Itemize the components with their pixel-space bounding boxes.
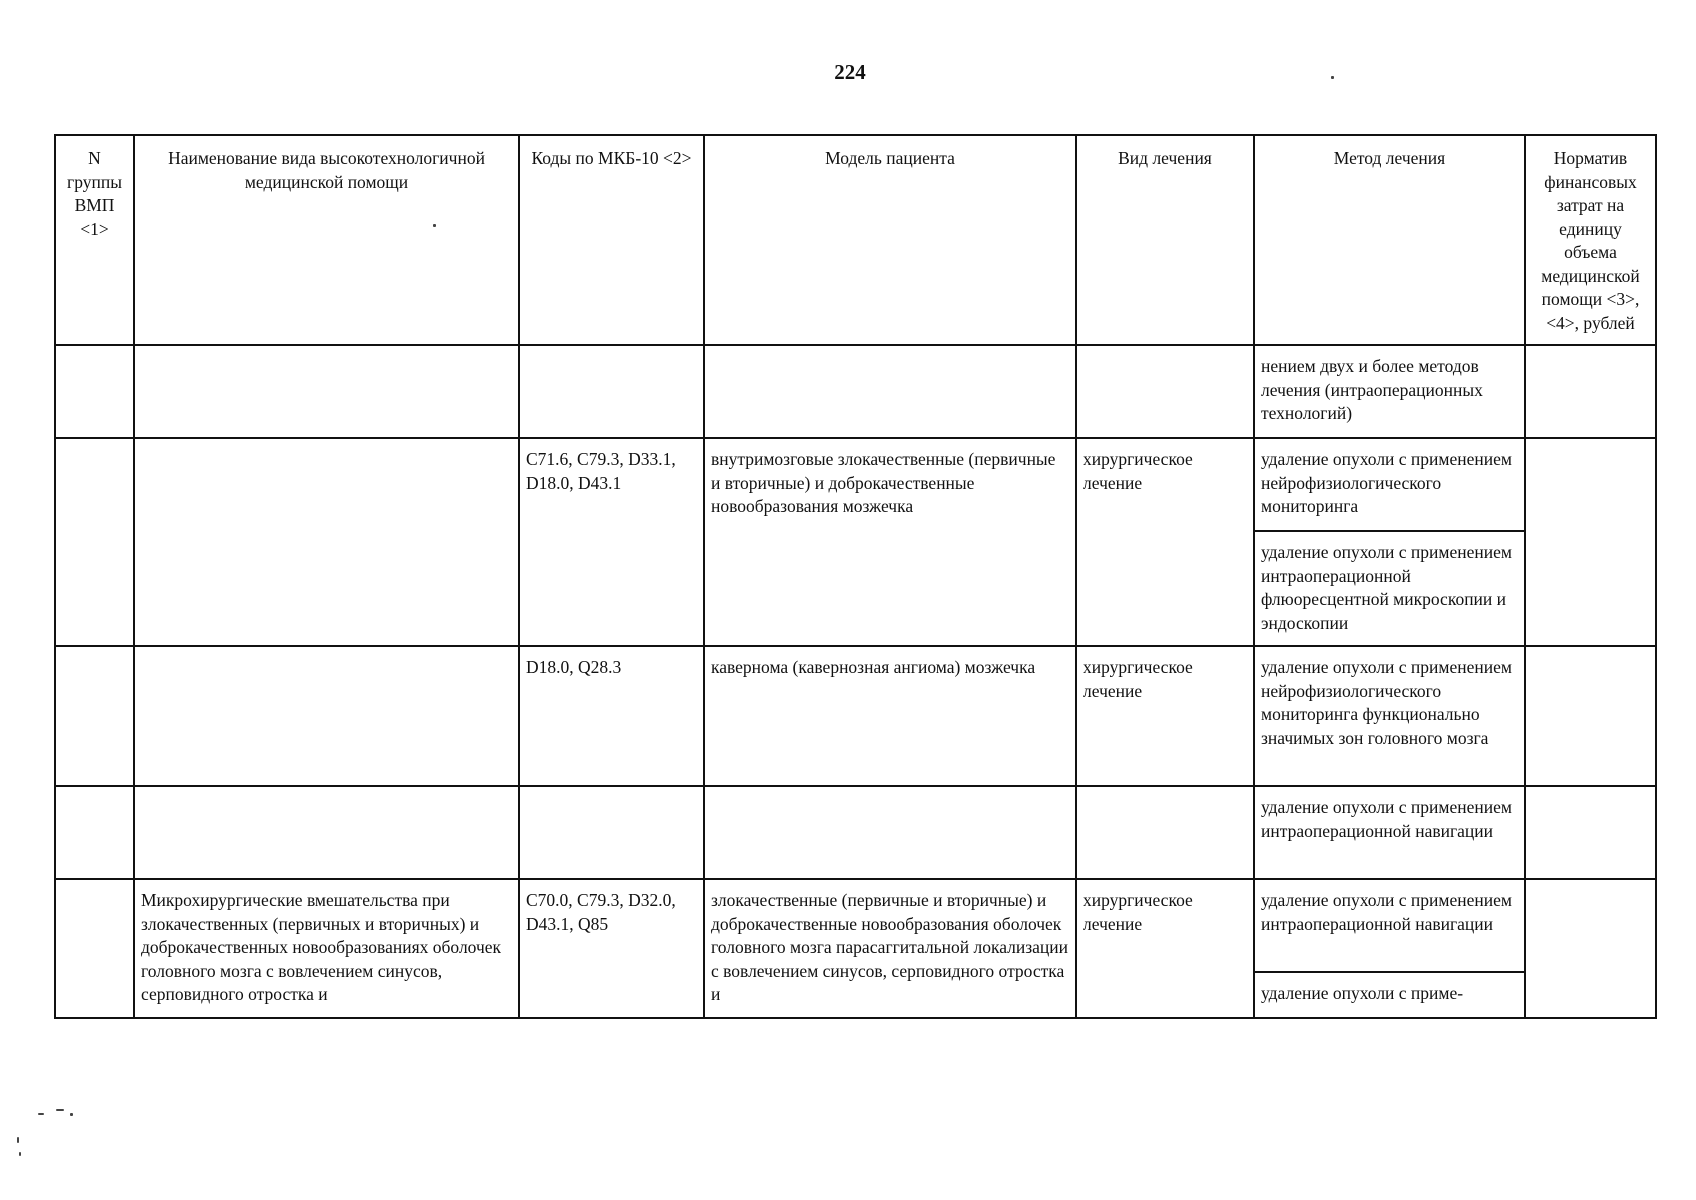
cell-cost (1525, 438, 1656, 646)
page-number: 224 (834, 60, 866, 84)
cell-treatment-method: удаление опухоли с применением нейрофизиологического мониторинга (1254, 438, 1525, 531)
cell-patient-model: внутримозговые злокачественные (первичные и вторичные) и доброкачественные новообразования мозжечка (704, 438, 1076, 646)
cell-treatment-method: удаление опухоли с приме- (1254, 972, 1525, 1018)
cell-treatment-type: хирургическое лечение (1076, 646, 1254, 786)
cell-vmp-name (134, 786, 519, 879)
cell-vmp-group (55, 646, 134, 786)
header-vmp-group: N группы ВМП <1> (55, 135, 134, 345)
scan-speck (433, 224, 436, 227)
scan-speck (70, 1113, 73, 1116)
cell-cost (1525, 786, 1656, 879)
cell-treatment-type (1076, 786, 1254, 879)
cell-vmp-group (55, 345, 134, 438)
cell-treatment-method: нением двух и более методов лечения (интраоперационных технологий) (1254, 345, 1525, 438)
header-cost-standard: Норматив финансовых затрат на единицу объема медицинской помощи <3>, <4>, рублей (1525, 135, 1656, 345)
table-row (55, 786, 1656, 879)
scan-speck (56, 1109, 64, 1111)
cell-icd-codes (519, 345, 704, 438)
table-row (55, 345, 1656, 438)
cell-vmp-group (55, 879, 134, 1018)
cell-treatment-method: удаление опухоли с применением интраоперационной флюоресцентной микроскопии и эндоскопии (1254, 531, 1525, 646)
cell-icd-codes: C70.0, C79.3, D32.0, D43.1, Q85 (519, 879, 704, 1018)
cell-treatment-method: удаление опухоли с применением интраоперационной навигации (1254, 879, 1525, 972)
header-patient-model: Модель пациента (704, 135, 1076, 345)
scan-speck (17, 1137, 19, 1143)
cell-icd-codes: D18.0, Q28.3 (519, 646, 704, 786)
cell-treatment-method: удаление опухоли с применением нейрофизиологического мониторинга функционально значимых зон головного мозга (1254, 646, 1525, 786)
cell-treatment-type: хирургическое лечение (1076, 438, 1254, 646)
vmp-table (54, 134, 1657, 1019)
cell-cost (1525, 646, 1656, 786)
cell-vmp-name (134, 646, 519, 786)
header-row (55, 135, 1656, 345)
scan-speck (1331, 76, 1334, 79)
cell-vmp-group (55, 786, 134, 879)
header-icd-codes: Коды по МКБ-10 <2> (519, 135, 704, 345)
cell-vmp-group (55, 438, 134, 646)
header-vmp-name: Наименование вида высокотехнологичной медицинской помощи (134, 135, 519, 345)
cell-icd-codes (519, 786, 704, 879)
cell-patient-model: кавернома (кавернозная ангиома) мозжечка (704, 646, 1076, 786)
cell-patient-model (704, 786, 1076, 879)
cell-vmp-name: Микрохирургические вмешательства при злокачественных (первичных и вторичных) и доброкачественных новообразованиях оболочек головного мозга с вовлечением синусов, серповидного отростка и (134, 879, 519, 1018)
table-row (55, 438, 1656, 531)
cell-icd-codes: C71.6, C79.3, D33.1, D18.0, D43.1 (519, 438, 704, 646)
cell-treatment-type: хирургическое лечение (1076, 879, 1254, 1018)
cell-patient-model: злокачественные (первичные и вторичные) и доброкачественные новообразования оболочек головного мозга парасаггитальной локализации с вовлечением синусов, серповидного отростка и (704, 879, 1076, 1018)
table-row (55, 879, 1656, 972)
scan-speck (38, 1113, 44, 1115)
table-row (55, 646, 1656, 786)
cell-cost (1525, 345, 1656, 438)
cell-vmp-name (134, 345, 519, 438)
cell-treatment-type (1076, 345, 1254, 438)
scan-speck (19, 1152, 21, 1156)
header-treatment-type: Вид лечения (1076, 135, 1254, 345)
cell-treatment-method: удаление опухоли с применением интраоперационной навигации (1254, 786, 1525, 879)
header-treatment-method: Метод лечения (1254, 135, 1525, 345)
cell-vmp-name (134, 438, 519, 646)
cell-cost (1525, 879, 1656, 1018)
cell-patient-model (704, 345, 1076, 438)
